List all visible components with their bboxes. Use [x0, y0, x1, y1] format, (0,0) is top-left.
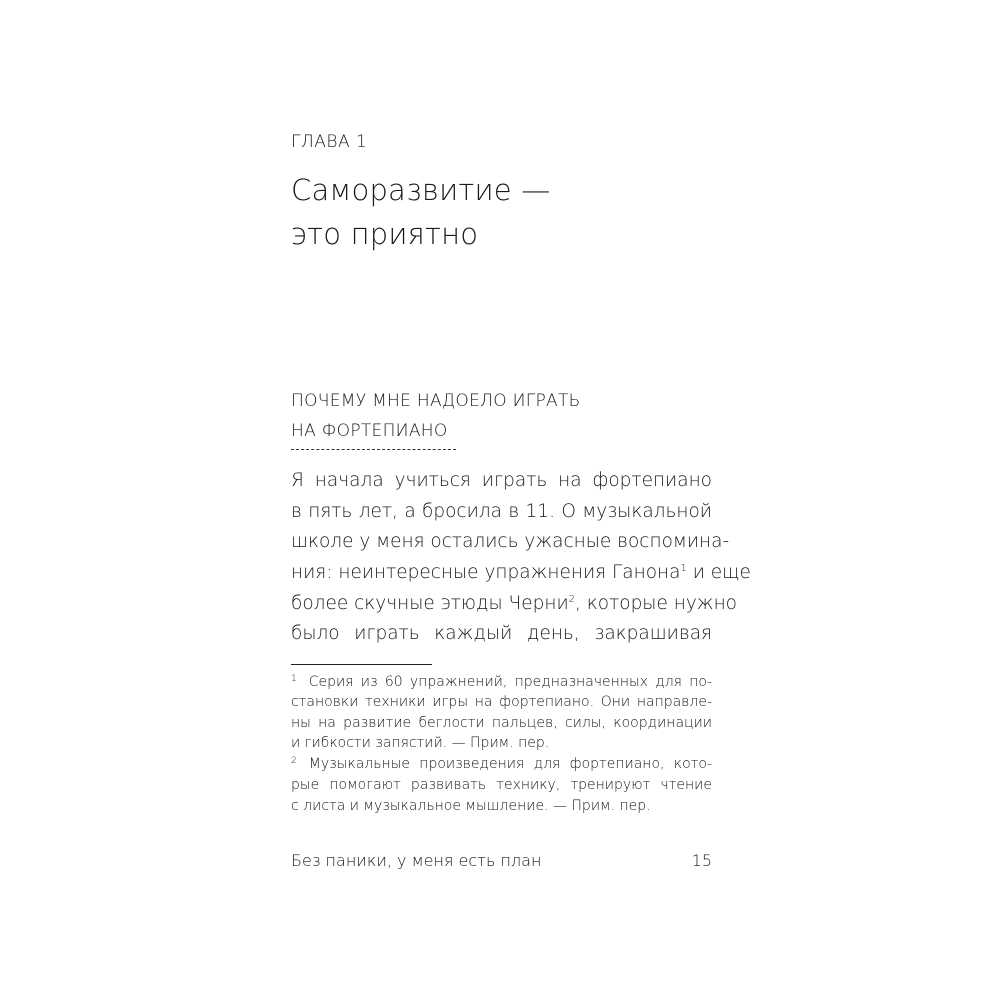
- chapter-label: ГЛАВА 1: [291, 132, 368, 152]
- body-line: Я начала учиться играть на фортепиано: [291, 470, 712, 491]
- footnote-text: Музыкальные произведения для фортепиано, кото-: [308, 756, 712, 772]
- footnote-mark: 1: [291, 674, 297, 684]
- running-footer-title: Без паники, у меня есть план: [291, 851, 542, 870]
- footnote-1-line: и гибкости запястий. — Прим. пер.: [291, 735, 550, 751]
- body-text: и еще: [686, 562, 751, 583]
- body-line: [291, 562, 751, 583]
- footnote-2-line: с листа и музыкальное мышление. — Прим. пер.: [291, 798, 651, 814]
- chapter-title-line-2: это приятно: [291, 217, 479, 251]
- body-line: школе у меня остались ужасные воспомина-: [291, 531, 730, 552]
- body-line: было играть каждый день, закрашивая: [291, 623, 712, 644]
- footnote-2-line: [291, 756, 712, 772]
- body-text: , которые нужно: [575, 593, 737, 614]
- body-line: [291, 593, 737, 614]
- footnote-mark: 2: [291, 756, 297, 766]
- body-text: ния: неинтересные упражнения Ганона: [291, 562, 681, 583]
- footnote-text: Серия из 60 упражнений, предназначенных для по-: [308, 674, 712, 690]
- page-number: 15: [691, 851, 712, 870]
- body-text: более скучные этюды Черни: [291, 593, 569, 614]
- body-line: в пять лет, а бросила в 11. О музыкальной: [291, 501, 712, 522]
- footnote-1-line: [291, 674, 712, 690]
- footnote-ref-2[interactable]: 2: [568, 594, 576, 605]
- chapter-title-line-1: Саморазвитие —: [291, 173, 551, 207]
- footnote-1-line: ны на развитие беглости пальцев, силы, координации: [291, 715, 712, 731]
- dotted-underline: [291, 449, 456, 450]
- footnote-ref-1[interactable]: 1: [680, 563, 687, 574]
- footnote-rule: [291, 664, 432, 665]
- footnote-2-line: рые помогают развивать технику, тренируют чтение: [291, 777, 712, 793]
- footnote-1-line: становки техники игры на фортепиано. Они направле-: [291, 694, 712, 710]
- section-heading-line-2: НА ФОРТЕПИАНО: [291, 421, 448, 441]
- section-heading-line-1: ПОЧЕМУ МНЕ НАДОЕЛО ИГРАТЬ: [291, 391, 581, 411]
